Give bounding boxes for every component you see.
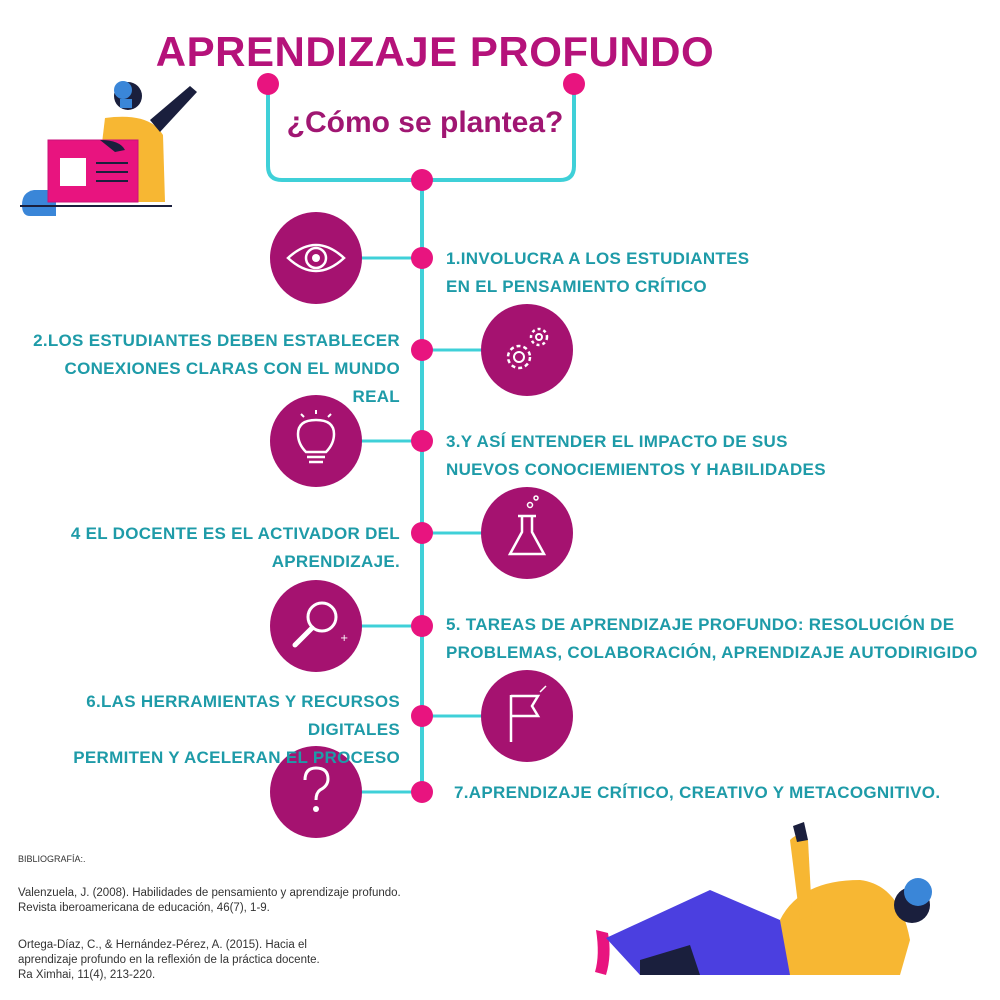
page-title: APRENDIZAJE PROFUNDO [155, 28, 715, 75]
step-line: 5. TAREAS DE APRENDIZAJE PROFUNDO: RESOLUCIÓN DE [446, 615, 955, 634]
step-6-text [10, 688, 400, 772]
step-2-text [20, 327, 400, 411]
reclining-person-illustration [595, 822, 932, 975]
step-line: PROBLEMAS, COLABORACIÓN, APRENDIZAJE AUTODIRIGIDO [446, 643, 978, 662]
reference-1 [18, 886, 401, 916]
step-7-text [454, 779, 940, 807]
flask-icon [481, 487, 573, 579]
reference-line: Ra Ximhai, 11(4), 213-220. [18, 969, 156, 981]
reference-2 [18, 938, 320, 983]
timeline-node [411, 615, 433, 637]
step-3-text [446, 428, 826, 484]
gears-icon [481, 304, 573, 396]
step-line: 3.Y ASÍ ENTENDER EL IMPACTO DE SUS [446, 432, 788, 451]
step-line: 1.INVOLUCRA A LOS ESTUDIANTES [446, 249, 750, 268]
step-line: NUEVOS CONOCIEMIENTOS Y HABILIDADES [446, 460, 826, 479]
person-with-laptop-illustration [20, 81, 197, 216]
bracket-node-left [257, 73, 279, 95]
svg-text:+: + [340, 633, 349, 644]
timeline-node [411, 705, 433, 727]
reference-line: Ortega-Díaz, C., & Hernández-Pérez, A. (2015). Hacia el [18, 939, 307, 951]
subtitle: ¿Cómo se plantea? [286, 106, 564, 139]
timeline-node [411, 339, 433, 361]
step-line: EN EL PENSAMIENTO CRÍTICO [446, 277, 707, 296]
step-1-text [446, 245, 749, 301]
timeline-node [411, 522, 433, 544]
bracket-node-right [563, 73, 585, 95]
reference-line: aprendizaje profundo en la reflexión de la práctica docente. [18, 954, 320, 966]
step-line: CONEXIONES CLARAS CON EL MUNDO REAL [64, 359, 400, 406]
magnifier-icon [270, 580, 362, 672]
step-line: APRENDIZAJE. [271, 552, 400, 571]
step-4-text [20, 520, 400, 576]
step-line: 7.APRENDIZAJE CRÍTICO, CREATIVO Y METACOGNITIVO. [454, 783, 941, 802]
bibliography-heading: BIBLIOGRAFÍA:. [18, 854, 86, 864]
step-line: 2.LOS ESTUDIANTES DEBEN ESTABLECER [33, 331, 400, 350]
eye-icon [270, 212, 362, 304]
timeline-node [411, 169, 433, 191]
timeline-node [411, 781, 433, 803]
reference-line: Revista iberoamericana de educación, 46(7), 1-9. [18, 902, 270, 914]
step-line: 4 EL DOCENTE ES EL ACTIVADOR DEL [70, 524, 400, 543]
step-line: 6.LAS HERRAMIENTAS Y RECURSOS DIGITALES [86, 692, 400, 739]
reference-line: Valenzuela, J. (2008). Habilidades de pensamiento y aprendizaje profundo. [18, 887, 401, 899]
timeline-node [411, 430, 433, 452]
step-5-text [446, 611, 978, 667]
timeline-node [411, 247, 433, 269]
flag-icon [481, 670, 573, 762]
step-line: PERMITEN Y ACELERAN EL PROCESO [73, 748, 400, 767]
